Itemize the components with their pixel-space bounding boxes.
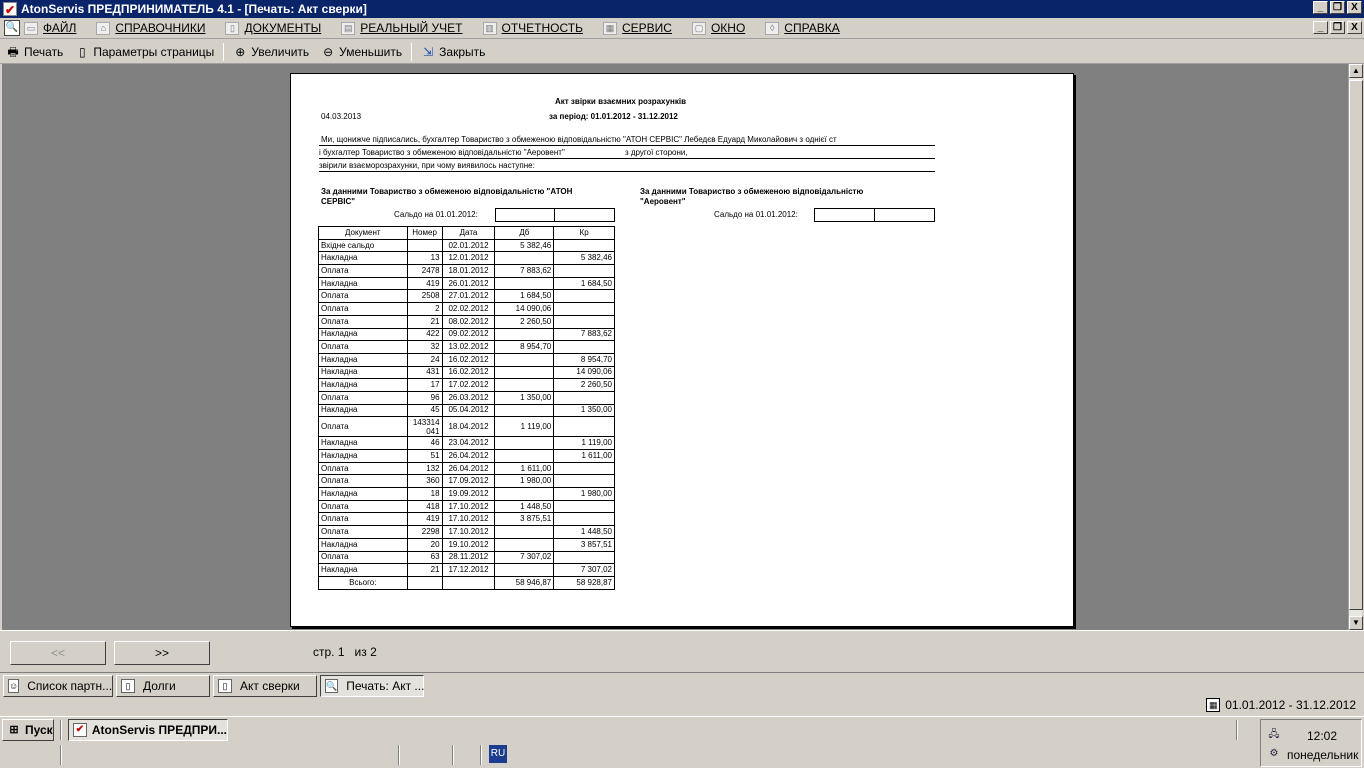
table-cell: 3 875,51 [495, 513, 554, 526]
table-cell: 7 883,62 [554, 328, 615, 341]
start-button[interactable] [2, 719, 54, 741]
network-icon[interactable]: 🖧 [1268, 729, 1280, 740]
toolbar-separator [223, 43, 224, 61]
report-icon: ▥ [483, 22, 497, 35]
menu-item-label: РЕАЛЬНЫЙ УЧЕТ [360, 21, 463, 35]
scroll-down-arrow-icon[interactable]: ▼ [1349, 616, 1363, 630]
table-cell: Оплата [319, 315, 408, 328]
table-cell: 8 954,70 [554, 353, 615, 366]
table-cell: 1 684,50 [554, 277, 615, 290]
menu-item-0[interactable] [24, 21, 76, 35]
table-row [319, 404, 615, 417]
right-saldo-db-box [814, 208, 875, 222]
table-cell: Оплата [319, 303, 408, 316]
page-icon: ▯ [79, 44, 86, 59]
table-cell: 45 [407, 404, 442, 417]
right-heading-2: "Аеровент" [640, 197, 686, 206]
table-cell: 7 307,02 [495, 551, 554, 564]
total-cell: 58 946,87 [495, 576, 554, 589]
table-cell: 7 883,62 [495, 265, 554, 278]
page-navigation [0, 630, 1364, 672]
table-cell [554, 290, 615, 303]
table-cell: 360 [407, 475, 442, 488]
scroll-thumb[interactable] [1349, 80, 1363, 610]
calculator-icon: ▦ [603, 22, 617, 35]
report-period: за період: 01.01.2012 - 31.12.2012 [549, 112, 678, 121]
child-minimize-button[interactable]: _ [1313, 21, 1328, 34]
table-cell: 18.01.2012 [442, 265, 495, 278]
page-current: стр. 1 [313, 645, 345, 659]
intro-line-3: звірили взаєморозрахунки, при чому виявилось наступне: [319, 161, 535, 170]
table-cell: Накладна [319, 277, 408, 290]
table-cell: 96 [407, 391, 442, 404]
taskbar-separator [60, 745, 62, 765]
table-cell: 16.02.2012 [442, 366, 495, 379]
table-cell: 17 [407, 379, 442, 392]
table-cell [554, 391, 615, 404]
table-cell: 26.03.2012 [442, 391, 495, 404]
table-cell [495, 379, 554, 392]
table-cell: 20 [407, 538, 442, 551]
table-cell: 17.10.2012 [442, 500, 495, 513]
table-cell: Оплата [319, 417, 408, 437]
table-cell [554, 341, 615, 354]
table-cell: 28.11.2012 [442, 551, 495, 564]
table-row [319, 328, 615, 341]
table-row [319, 379, 615, 392]
taskbar-separator [398, 745, 400, 765]
table-cell: 21 [407, 564, 442, 577]
table-row [319, 252, 615, 265]
table-row [319, 450, 615, 463]
table-cell: 02.02.2012 [442, 303, 495, 316]
table-cell: 18 [407, 488, 442, 501]
left-saldo-kr-box [554, 208, 615, 222]
exit-icon: ⇲ [423, 44, 434, 59]
menu-item-label: СПРАВКА [784, 21, 840, 35]
taskbar-separator [1236, 720, 1238, 740]
table-cell: 2298 [407, 526, 442, 539]
title-bar [0, 0, 1364, 18]
table-cell: Оплата [319, 265, 408, 278]
taskbar-app-button[interactable] [68, 719, 228, 741]
ledger-icon: ▤ [341, 22, 355, 35]
system-tray [1260, 719, 1362, 767]
underline [319, 158, 935, 159]
menu-item-label: ДОКУМЕНТЫ [244, 21, 322, 35]
table-row [319, 462, 615, 475]
table-cell: 2478 [407, 265, 442, 278]
table-cell: 2 260,50 [495, 315, 554, 328]
table-cell: 7 307,02 [554, 564, 615, 577]
table-cell: 26.01.2012 [442, 277, 495, 290]
table-cell: Вхідне сальдо [319, 239, 408, 252]
table-cell: 1 448,50 [554, 526, 615, 539]
table-cell: Накладна [319, 488, 408, 501]
taskbar-separator [480, 745, 482, 765]
table-cell: 17.02.2012 [442, 379, 495, 392]
table-cell [495, 526, 554, 539]
table-cell [495, 328, 554, 341]
table-cell: 2508 [407, 290, 442, 303]
app-check-icon: ✔ [73, 723, 87, 737]
menu-item-3[interactable] [341, 21, 462, 35]
table-cell: 63 [407, 551, 442, 564]
table-cell: Оплата [319, 290, 408, 303]
table-cell: Накладна [319, 437, 408, 450]
zoom-in-button[interactable] [227, 41, 315, 63]
close-preview-button[interactable] [415, 41, 491, 63]
menu-item-6[interactable] [692, 21, 745, 35]
prev-page-button[interactable]: << [10, 641, 106, 665]
table-cell: 46 [407, 437, 442, 450]
toolbar-separator [411, 43, 412, 61]
table-cell: 1 350,00 [554, 404, 615, 417]
mdi-window-tabs [0, 672, 1364, 698]
menu-item-label: ОКНО [710, 21, 746, 35]
menu-item-label: СПРАВОЧНИКИ [115, 21, 206, 35]
table-cell: 8 954,70 [495, 341, 554, 354]
print-label: Печать [24, 44, 64, 59]
window-title: AtonServis ПРЕДПРИНИМАТЕЛЬ 4.1 - [Печать: Акт сверки] [21, 2, 367, 16]
table-cell: 418 [407, 500, 442, 513]
column-header: Документ [319, 227, 408, 240]
table-cell: Оплата [319, 391, 408, 404]
table-cell: 13.02.2012 [442, 341, 495, 354]
table-cell: 1 684,50 [495, 290, 554, 303]
table-row [319, 277, 615, 290]
table-cell: Оплата [319, 513, 408, 526]
table-cell: Оплата [319, 526, 408, 539]
calendar-icon: ▦ [1206, 698, 1220, 712]
reconciliation-table [318, 226, 615, 590]
close-label: Закрыть [439, 44, 486, 59]
home-icon: ⌂ [96, 22, 110, 35]
menu-item-5[interactable] [603, 21, 672, 35]
printer-icon: 🖶 [7, 44, 19, 59]
app-check-icon: ✔ [4, 3, 16, 17]
table-row [319, 417, 615, 437]
table-cell: 1 448,50 [495, 500, 554, 513]
report-page [290, 73, 1074, 627]
table-cell: 32 [407, 341, 442, 354]
table-cell: Накладна [319, 353, 408, 366]
mdi-tab-3[interactable] [320, 675, 424, 697]
table-cell: 17.10.2012 [442, 526, 495, 539]
table-row [319, 391, 615, 404]
table-row [319, 265, 615, 278]
table-cell: 23.04.2012 [442, 437, 495, 450]
table-cell: 51 [407, 450, 442, 463]
period-indicator [1206, 698, 1356, 712]
table-cell: Оплата [319, 500, 408, 513]
table-cell: 143314 041 [407, 417, 442, 437]
table-cell: 19.09.2012 [442, 488, 495, 501]
table-cell: 17.09.2012 [442, 475, 495, 488]
windows-logo-icon: ⊞ [9, 724, 19, 736]
table-row [319, 290, 615, 303]
table-cell: Накладна [319, 450, 408, 463]
menu-item-label: СЕРВИС [621, 21, 672, 35]
table-cell: 13 [407, 252, 442, 265]
table-cell: Оплата [319, 341, 408, 354]
table-cell: 422 [407, 328, 442, 341]
table-row [319, 341, 615, 354]
print-preview-icon: 🔍 [326, 680, 338, 691]
table-cell: 14 090,06 [554, 366, 615, 379]
table-cell [495, 437, 554, 450]
mdi-tab-label: Список партн... [27, 678, 113, 693]
table-cell: 14 090,06 [495, 303, 554, 316]
start-label: Пуск [25, 723, 53, 737]
table-cell: 27.01.2012 [442, 290, 495, 303]
table-cell [554, 303, 615, 316]
mdi-tab-label: Печать: Акт ... [346, 678, 425, 693]
right-heading-1: За данними Товариство з обмеженою відповідальністю [640, 187, 864, 196]
vertical-scrollbar[interactable] [1348, 64, 1362, 630]
table-cell [495, 488, 554, 501]
partners-icon: ☺ [9, 680, 19, 691]
table-cell: Накладна [319, 252, 408, 265]
table-cell: Оплата [319, 475, 408, 488]
table-cell [495, 564, 554, 577]
table-cell [554, 265, 615, 278]
table-cell: 24 [407, 353, 442, 366]
table-cell: 1 119,00 [495, 417, 554, 437]
table-row [319, 513, 615, 526]
table-row [319, 551, 615, 564]
table-cell: 16.02.2012 [442, 353, 495, 366]
menu-item-label: ОТЧЕТНОСТЬ [501, 21, 583, 35]
menu-item-2[interactable] [225, 21, 321, 35]
column-header: Кр [554, 227, 615, 240]
table-cell [554, 239, 615, 252]
mdi-tab-label: Акт сверки [240, 678, 300, 693]
table-cell: 09.02.2012 [442, 328, 495, 341]
left-saldo-label: Сальдо на 01.01.2012: [394, 210, 478, 219]
table-cell: Оплата [319, 462, 408, 475]
folder-icon: ▭ [24, 22, 38, 35]
table-row [319, 488, 615, 501]
table-cell: 21 [407, 315, 442, 328]
minimize-button[interactable]: _ [1313, 1, 1328, 14]
menu-bar [0, 18, 1364, 39]
table-row [319, 366, 615, 379]
total-cell [442, 576, 495, 589]
underline [319, 171, 935, 172]
table-cell [495, 404, 554, 417]
table-cell: 17.10.2012 [442, 513, 495, 526]
table-cell [554, 462, 615, 475]
total-cell [407, 576, 442, 589]
table-cell [554, 513, 615, 526]
table-header-row [319, 227, 615, 240]
table-cell: 2 260,50 [554, 379, 615, 392]
table-cell: 19.10.2012 [442, 538, 495, 551]
left-saldo-db-box [495, 208, 555, 222]
zoom-out-label: Уменьшить [339, 44, 403, 59]
taskbar-separator [60, 720, 62, 740]
intro-line-2b: з другої сторони, [625, 148, 688, 157]
table-cell [495, 538, 554, 551]
zoom-in-icon: ⊕ [235, 44, 246, 59]
table-cell [407, 239, 442, 252]
total-cell: Всього: [319, 576, 408, 589]
right-saldo-label: Сальдо на 01.01.2012: [714, 210, 798, 219]
table-cell [554, 417, 615, 437]
child-close-button[interactable]: X [1347, 21, 1362, 34]
table-cell: 1 350,00 [495, 391, 554, 404]
print-toolbar [0, 40, 1364, 64]
table-cell [554, 475, 615, 488]
table-cell [495, 366, 554, 379]
table-cell: Накладна [319, 538, 408, 551]
table-row [319, 315, 615, 328]
zoom-out-button[interactable] [315, 41, 408, 63]
intro-line-1: Ми, щонижче підписались, бухгалтер Товариство з обмеженою відповідальністю "АТОН СЕРВІС" Лебедєв Едуард Миколайович з однієї ст [321, 135, 837, 144]
sound-icon[interactable]: ⚙ [1269, 748, 1279, 759]
next-page-button[interactable]: >> [114, 641, 210, 665]
table-cell: 17.12.2012 [442, 564, 495, 577]
page-setup-button[interactable] [69, 41, 220, 63]
mdi-tab-2[interactable] [213, 675, 317, 697]
window-icon: ▢ [692, 22, 706, 35]
menu-item-label: ФАЙЛ [43, 21, 77, 35]
table-row [319, 239, 615, 252]
mdi-tab-label: Долги [143, 678, 176, 693]
help-icon: ◊ [765, 22, 779, 35]
weekday: понедельник [1287, 748, 1359, 762]
mdi-tab-1[interactable] [116, 675, 210, 697]
page-total: из 2 [354, 645, 377, 659]
page-setup-label: Параметры страницы [93, 44, 215, 59]
table-row [319, 437, 615, 450]
column-header: Номер [407, 227, 442, 240]
underline [319, 145, 935, 146]
table-cell: 431 [407, 366, 442, 379]
table-cell: Накладна [319, 404, 408, 417]
document-icon: ▯ [121, 679, 135, 693]
right-saldo-kr-box [874, 208, 935, 222]
table-cell: 5 382,46 [495, 239, 554, 252]
mdi-tab-0[interactable] [3, 675, 113, 697]
table-cell [554, 551, 615, 564]
table-cell: 3 857,51 [554, 538, 615, 551]
column-header: Дата [442, 227, 495, 240]
table-cell: 419 [407, 277, 442, 290]
table-cell [495, 252, 554, 265]
table-cell: Накладна [319, 564, 408, 577]
table-cell [495, 450, 554, 463]
intro-line-2a: і бухгалтер Товариство з обмеженою відповідальністю "Аеровент" [319, 148, 565, 157]
period-text: 01.01.2012 - 31.12.2012 [1225, 698, 1356, 712]
taskbar-app-label: AtonServis ПРЕДПРИ... [91, 723, 227, 737]
table-cell: Оплата [319, 551, 408, 564]
windows-taskbar [0, 716, 1364, 768]
table-cell: 18.04.2012 [442, 417, 495, 437]
report-date: 04.03.2013 [321, 112, 362, 121]
document-icon: ▯ [218, 679, 232, 693]
table-row [319, 475, 615, 488]
zoom-in-label: Увеличить [251, 44, 310, 59]
table-cell: 02.01.2012 [442, 239, 495, 252]
table-cell: 26.04.2012 [442, 450, 495, 463]
table-cell [495, 277, 554, 290]
table-cell: 1 611,00 [554, 450, 615, 463]
table-cell [554, 500, 615, 513]
total-cell: 58 928,87 [554, 576, 615, 589]
taskbar-separator [452, 745, 454, 765]
table-row [319, 500, 615, 513]
page-indicator [313, 645, 377, 659]
table-cell: Накладна [319, 328, 408, 341]
table-row [319, 303, 615, 316]
language-indicator[interactable]: RU [489, 745, 507, 763]
restore-button[interactable]: ❐ [1330, 1, 1345, 14]
scroll-up-arrow-icon[interactable]: ▲ [1349, 64, 1363, 78]
table-cell: 1 611,00 [495, 462, 554, 475]
table-row [319, 526, 615, 539]
child-window-controls [1313, 21, 1362, 34]
status-bar [0, 698, 1364, 716]
menu-item-1[interactable] [96, 21, 205, 35]
zoom-out-icon: ⊖ [323, 44, 334, 59]
document-preview-icon[interactable]: 🔍 [4, 20, 20, 36]
menu-item-4[interactable] [483, 21, 583, 35]
table-cell: 132 [407, 462, 442, 475]
table-cell: 5 382,46 [554, 252, 615, 265]
table-cell: 1 119,00 [554, 437, 615, 450]
table-cell: 419 [407, 513, 442, 526]
table-row [319, 538, 615, 551]
table-cell: 26.04.2012 [442, 462, 495, 475]
column-header: Дб [495, 227, 554, 240]
left-heading-2: СЕРВІС" [321, 197, 356, 206]
table-cell [554, 315, 615, 328]
print-button[interactable] [0, 41, 69, 63]
table-total-row [319, 576, 615, 589]
table-row [319, 564, 615, 577]
document-icon: ▯ [225, 22, 239, 35]
clock[interactable]: 12:02 [1307, 729, 1338, 743]
table-cell: 08.02.2012 [442, 315, 495, 328]
child-restore-button[interactable]: ❐ [1330, 21, 1345, 34]
table-row [319, 353, 615, 366]
window-controls [1313, 1, 1362, 14]
table-cell: 12.01.2012 [442, 252, 495, 265]
table-cell: 1 980,00 [495, 475, 554, 488]
table-cell [495, 353, 554, 366]
table-cell: 2 [407, 303, 442, 316]
left-heading-1: За данними Товариство з обмеженою відповідальністю "АТОН [321, 187, 573, 196]
report-title: Акт звірки взаємних розрахунків [555, 97, 687, 106]
table-cell: Накладна [319, 366, 408, 379]
menu-item-7[interactable] [765, 21, 840, 35]
close-button[interactable]: X [1347, 1, 1362, 14]
table-cell: 1 980,00 [554, 488, 615, 501]
table-cell: 05.04.2012 [442, 404, 495, 417]
table-cell: Накладна [319, 379, 408, 392]
